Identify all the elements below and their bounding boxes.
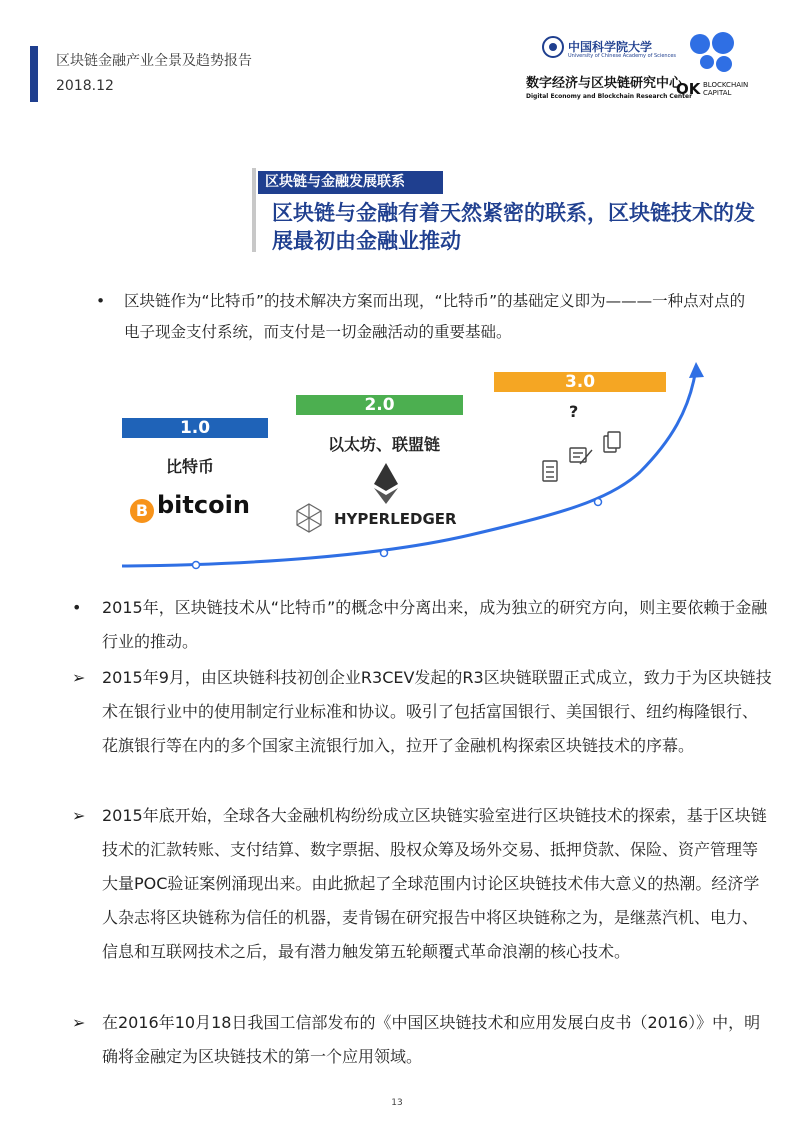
blockchain-evolution-diagram — [0, 360, 794, 580]
curve-node — [193, 562, 200, 569]
curve-node — [381, 550, 388, 557]
body-paragraph — [72, 1006, 772, 1074]
bitcoin-logo — [130, 491, 250, 523]
ok-subtitle — [703, 81, 748, 97]
intro-bullet-text: 区块链作为“比特币”的技术解决方案而出现，“比特币”的基础定义即为———一种点对点的电子现金支付系统，而支付是一切金融活动的重要基础。 — [124, 292, 746, 341]
arrow-marker: ➢ — [72, 668, 86, 687]
curve-node — [595, 499, 602, 506]
version-bar-2: 2.0 — [296, 395, 463, 415]
header-accent-bar — [30, 46, 38, 102]
ok-sub-line-1: BLOCKCHAIN — [703, 81, 749, 89]
stage-label-3: ? — [569, 402, 579, 421]
section-tag: 区块链与金融发展联系 — [258, 171, 443, 194]
arrow-marker: ➢ — [72, 1013, 86, 1032]
center-name-cn: 数字经济与区块链研究中心 — [526, 76, 683, 91]
evolution-curve-svg — [0, 360, 794, 580]
body-paragraph — [72, 591, 772, 659]
bitcoin-coin-icon: B — [130, 499, 154, 523]
bitcoin-wordmark: bitcoin — [157, 491, 250, 519]
report-title: 区块链金融产业全景及趋势报告 — [56, 53, 252, 69]
bullet-marker: • — [96, 292, 106, 310]
hyperledger-icon — [297, 504, 321, 532]
version-bar-1: 1.0 — [122, 418, 268, 438]
checklist-icon — [543, 461, 557, 481]
ok-logo-dot — [716, 56, 732, 72]
body-paragraph — [72, 799, 772, 969]
ok-blockchain-logo — [676, 30, 766, 105]
ok-logo-dot — [690, 34, 710, 54]
body-paragraph — [72, 661, 772, 763]
ok-logo-dot — [712, 32, 734, 54]
ucas-seal-icon — [542, 36, 564, 58]
ok-sub-line-2: CAPITAL — [703, 89, 732, 97]
stage-label-2: 以太坊、联盟链 — [328, 435, 441, 454]
ucas-name-en: University of Chinese Academy of Sciences — [568, 53, 676, 59]
page-number: 13 — [391, 1098, 403, 1108]
report-date: 2018.12 — [56, 78, 114, 94]
ethereum-icon — [374, 463, 398, 504]
note-edit-icon — [570, 448, 592, 464]
hyperledger-wordmark: HYPERLEDGER — [334, 510, 457, 528]
section-divider — [252, 168, 256, 252]
body-paragraph-text: 在2016年10月18日我国工信部发布的《中国区块链技术和应用发展白皮书（2016）》中，明确将金融定为区块链技术的第一个应用领域。 — [102, 1013, 761, 1066]
arrow-head-icon — [689, 362, 704, 378]
arrow-marker: ➢ — [72, 806, 86, 825]
section-headline: 区块链与金融有着天然紧密的联系，区块链技术的发展最初由金融业推动 — [272, 201, 755, 253]
center-name-en: Digital Economy and Blockchain Research Center — [526, 93, 693, 100]
bullet-marker: • — [72, 598, 82, 617]
intro-bullet — [96, 286, 756, 348]
ucas-name-cn: 中国科学院大学 — [568, 40, 653, 54]
body-paragraph-text: 2015年9月，由区块链科技初创企业R3CEV发起的R3区块链联盟正式成立，致力于为区块链技术在银行业中的使用制定行业标准和协议。吸引了包括富国银行、美国银行、纽约梅隆银行、花旗银行等在内的多个国家主流银行加入，拉开了金融机构探索区块链技术的序幕。 — [102, 668, 772, 755]
stage-label-1: 比特币 — [166, 457, 215, 476]
body-paragraph-text: 2015年底开始，全球各大金融机构纷纷成立区块链实验室进行区块链技术的探索，基于区块链技术的汇款转账、支付结算、数字票据、股权众筹及场外交易、抵押贷款、保险、资产管理等大量POC验证案例涌现出来。由此掀起了全球范围内讨论区块链技术伟大意义的热潮。经济学人杂志将区块链称为信任的机器，麦肯锡在研究报告中将区块链称之为，是继蒸汽机、电力、信息和互联网技术之后，最有潜力触发第五轮颠覆式革命浪潮的核心技术。 — [102, 806, 767, 961]
ok-mark: OK — [676, 80, 701, 98]
ok-logo-dot — [700, 55, 714, 69]
body-paragraph-text: 2015年，区块链技术从“比特币”的概念中分离出来，成为独立的研究方向，则主要依赖于金融行业的推动。 — [102, 598, 768, 651]
documents-icon — [604, 432, 620, 452]
version-bar-3: 3.0 — [494, 372, 666, 392]
